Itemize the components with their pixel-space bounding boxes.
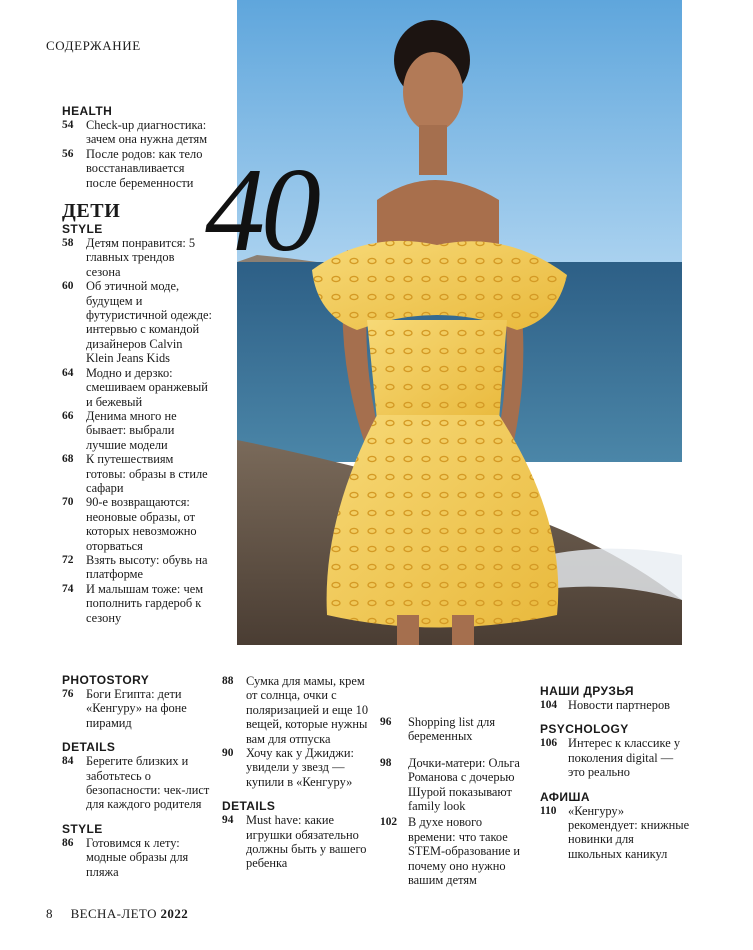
section-style bbox=[62, 822, 212, 879]
cover-photo bbox=[237, 0, 682, 645]
page-number: 110 bbox=[540, 804, 557, 817]
entry-text: «Кенгуру» рекомендует: книжные новинки для школьных каникул bbox=[568, 803, 690, 861]
entry-text: Хочу как у Джиджи: увидели у звезд — купили в «Кенгуру» bbox=[246, 746, 354, 789]
list-item[interactable] bbox=[62, 754, 212, 812]
page-number: 88 bbox=[222, 675, 234, 687]
page-footer bbox=[46, 906, 188, 922]
section-heading: НАШИ ДРУЗЬЯ bbox=[540, 684, 634, 698]
entry-text: Берегите близких и заботьтесь о безопасности: чек-лист для каждого родителя bbox=[86, 754, 210, 812]
list-item[interactable] bbox=[62, 236, 212, 279]
list-item[interactable] bbox=[540, 698, 690, 712]
issue-number: 40 bbox=[205, 143, 317, 276]
page-number: 98 bbox=[380, 756, 392, 769]
list-item[interactable] bbox=[62, 366, 212, 409]
list-item[interactable] bbox=[62, 409, 212, 452]
entry-text: Must have: какие игрушки обязательно должны быть у вашего ребенка bbox=[246, 813, 367, 871]
toc-column-4 bbox=[540, 684, 690, 871]
list-item[interactable] bbox=[540, 804, 690, 862]
list-item[interactable] bbox=[62, 836, 212, 879]
page-number: 94 bbox=[222, 814, 234, 827]
list-item[interactable] bbox=[222, 813, 372, 871]
entry-text: В духе нового времени: что такое STEM-образование и почему оно нужно вашим детям bbox=[408, 815, 521, 888]
entry-text: Check-up диагностика: зачем она нужна детям bbox=[86, 118, 208, 147]
page-number: 74 bbox=[62, 582, 74, 595]
section-heading-large: ДЕТИ bbox=[62, 200, 121, 223]
page-number: 104 bbox=[540, 699, 558, 711]
page-number: 56 bbox=[62, 147, 74, 160]
entry-text: Сумка для мамы, крем от солнца, очки с поляризацией и еще 10 вещей, которые нужны вам для отпуска bbox=[246, 674, 369, 746]
entry-text: Shopping list для беременных bbox=[408, 715, 496, 744]
list-item[interactable] bbox=[62, 582, 212, 625]
section-details bbox=[62, 740, 212, 812]
list-item[interactable] bbox=[62, 279, 212, 365]
entry-text: 90-е возвращаются: неоновые образы, от которых невозможно оторваться bbox=[86, 495, 197, 553]
entry-text: Об этичной моде, будущем и футуристичной одежде: интервью с командой дизайнеров Calvin Klein Jeans Kids bbox=[86, 279, 212, 366]
page-number-footer: 8 bbox=[46, 906, 53, 921]
toc-column-1-bottom bbox=[62, 673, 212, 889]
section-heading: PSYCHOLOGY bbox=[540, 722, 629, 737]
entry-text: Детям понравится: 5 главных трендов сезона bbox=[86, 236, 196, 279]
section-kids bbox=[62, 200, 212, 625]
list-item[interactable] bbox=[62, 687, 212, 730]
list-item[interactable] bbox=[222, 674, 372, 746]
toc-column-1 bbox=[62, 104, 212, 625]
page-number: 58 bbox=[62, 237, 74, 250]
list-item[interactable] bbox=[62, 147, 212, 190]
page-number: 102 bbox=[380, 816, 398, 829]
section-heading: АФИША bbox=[540, 789, 590, 804]
section-untitled bbox=[222, 674, 372, 789]
issue-year: 2022 bbox=[160, 906, 189, 921]
page-number: 66 bbox=[62, 409, 74, 422]
entry-text: Денима много не бывает: выбрали лучшие модели bbox=[86, 408, 177, 452]
page-number: 60 bbox=[62, 280, 74, 293]
section-subheading: STYLE bbox=[62, 222, 103, 237]
page-number: 106 bbox=[540, 737, 558, 750]
toc-column-2 bbox=[222, 674, 372, 881]
page-number: 76 bbox=[62, 688, 74, 700]
page-number: 68 bbox=[62, 453, 74, 466]
page-number: 86 bbox=[62, 836, 74, 849]
page-number: 72 bbox=[62, 553, 74, 566]
entry-text: И малышам тоже: чем пополнить гардероб к сезону bbox=[86, 581, 204, 625]
page-number: 64 bbox=[62, 366, 74, 379]
list-item[interactable] bbox=[380, 756, 525, 814]
section-heading: DETAILS bbox=[62, 740, 116, 755]
page-number: 90 bbox=[222, 747, 234, 760]
list-item[interactable] bbox=[62, 118, 212, 147]
list-item[interactable] bbox=[222, 746, 372, 789]
section-details bbox=[222, 799, 372, 871]
section-health bbox=[62, 104, 212, 190]
entry-text: Новости партнеров bbox=[568, 698, 671, 712]
toc-column-3 bbox=[380, 715, 525, 887]
entry-text: После родов: как тело восстанавливается после беременности bbox=[86, 146, 203, 190]
section-friends bbox=[540, 684, 690, 712]
entry-text: Дочки-матери: Ольга Романова с дочерью Шурой показывают family look bbox=[408, 755, 520, 814]
list-item[interactable] bbox=[62, 553, 212, 582]
section-heading: DETAILS bbox=[222, 799, 276, 814]
section-heading: STYLE bbox=[62, 821, 103, 836]
list-item[interactable] bbox=[380, 815, 525, 887]
entry-text: Взять высоту: обувь на платформе bbox=[86, 552, 208, 582]
page-number: 70 bbox=[62, 496, 74, 509]
section-photostory bbox=[62, 673, 212, 730]
section-heading: HEALTH bbox=[62, 104, 113, 118]
entry-text: Боги Египта: дети «Кенгуру» на фоне пирамид bbox=[86, 687, 187, 730]
list-item[interactable] bbox=[62, 452, 212, 495]
section-afisha bbox=[540, 790, 690, 862]
entry-text: Интерес к классике у поколения digital — это реально bbox=[568, 736, 681, 780]
list-item[interactable] bbox=[540, 736, 690, 779]
entry-text: Готовимся к лету: модные образы для пляжа bbox=[86, 835, 189, 879]
list-item[interactable] bbox=[62, 495, 212, 553]
entry-text: К путешествиям готовы: образы в стиле сафари bbox=[86, 452, 208, 495]
entry-text: Модно и дерзко: смешиваем оранжевый и бежевый bbox=[86, 365, 208, 409]
page-title: СОДЕРЖАНИЕ bbox=[46, 38, 141, 53]
page-number: 96 bbox=[380, 716, 392, 728]
section-psychology bbox=[540, 722, 690, 779]
issue-season: ВЕСНА-ЛЕТО bbox=[70, 906, 157, 921]
section-heading: PHOTOSTORY bbox=[62, 673, 150, 687]
page-number: 54 bbox=[62, 119, 74, 131]
model-in-yellow-dress-icon bbox=[237, 0, 682, 645]
page-number: 84 bbox=[62, 755, 74, 768]
list-item[interactable] bbox=[380, 715, 525, 744]
